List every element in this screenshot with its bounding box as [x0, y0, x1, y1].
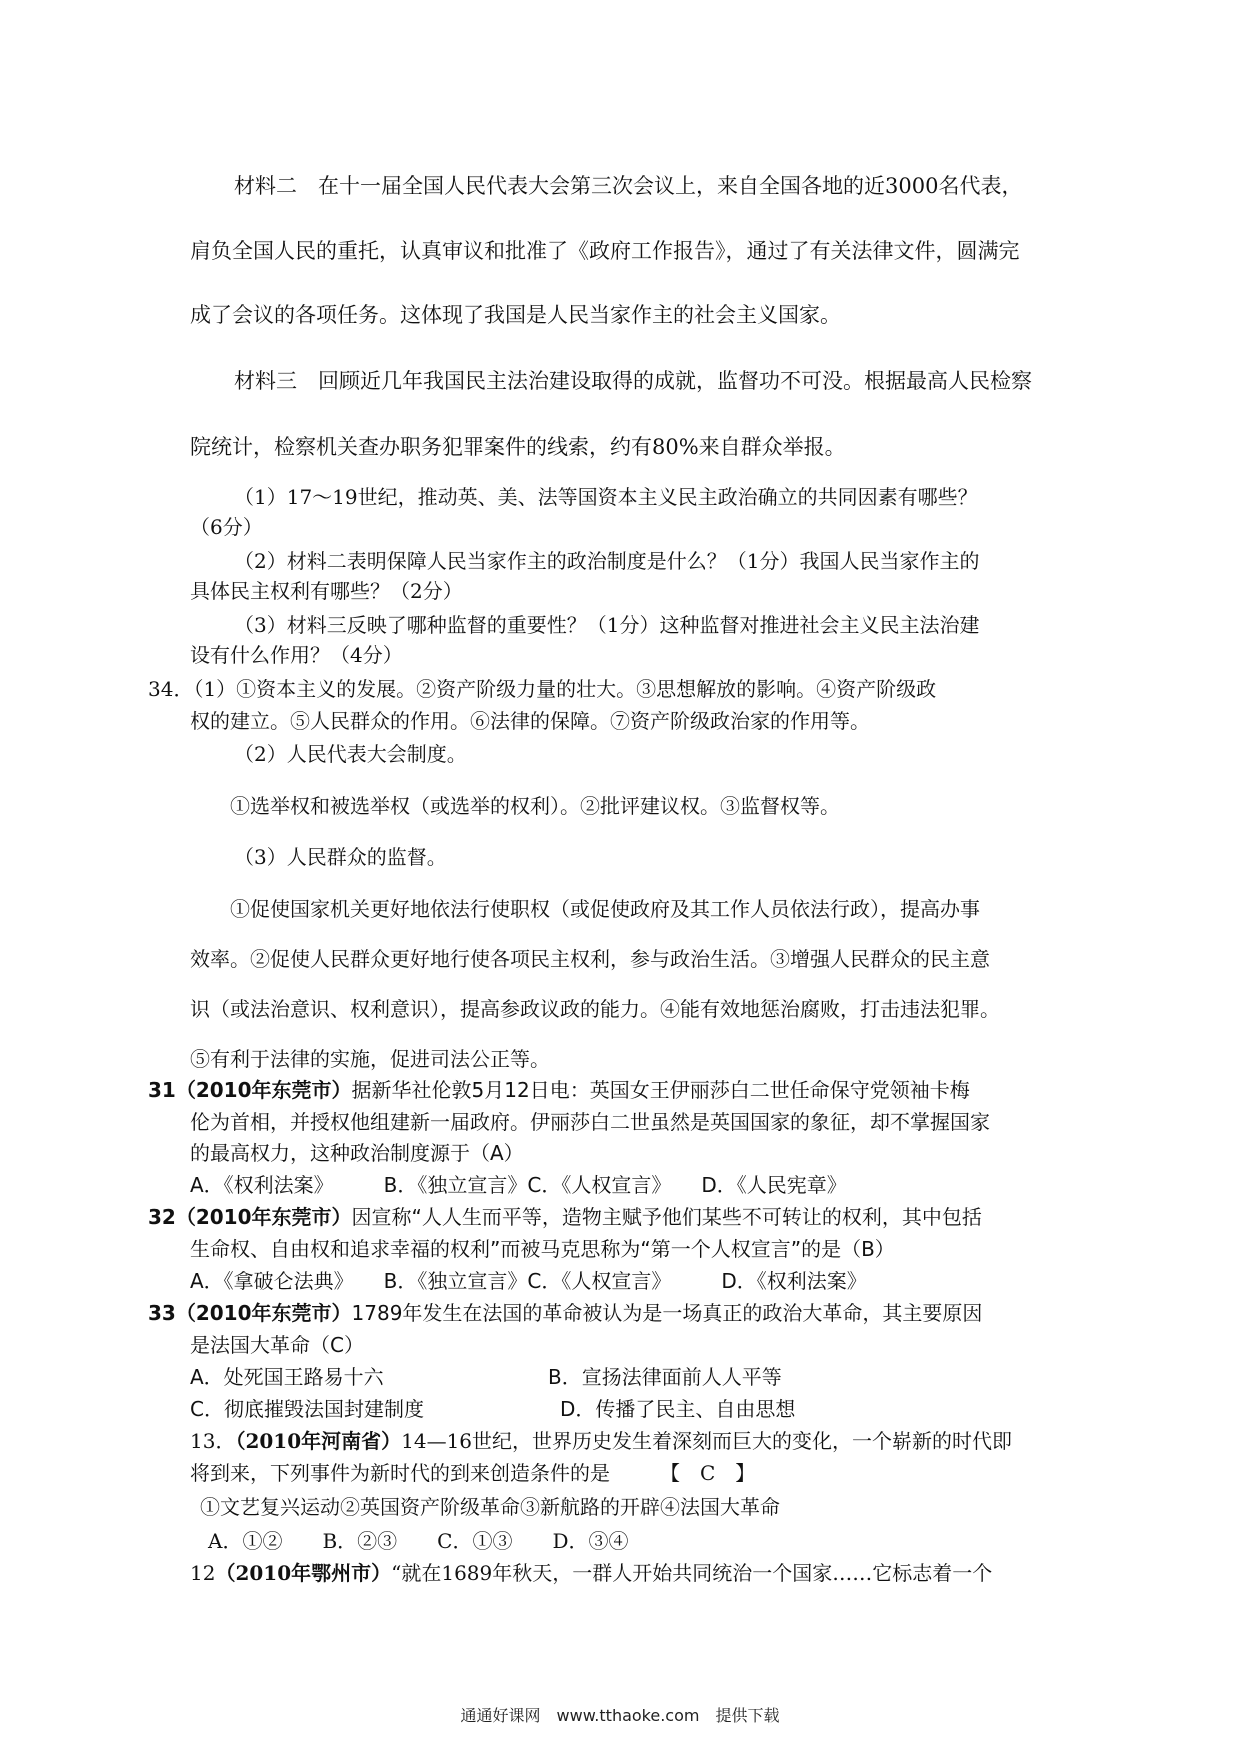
page-footer: 通通好课网 www.tthaoke.com 提供下载 [460, 1706, 780, 1725]
answer-34-line3: （2）人民代表大会制度。 [234, 742, 467, 766]
answer-34-line9: ⑤有利于法律的实施，促进司法公正等。 [190, 1047, 550, 1071]
question-3-line2: 设有什么作用？（4分） [190, 643, 403, 667]
question-13-options: A．①② B．②③ C．①③ D．③④ [208, 1529, 629, 1553]
question-31-line3: 的最高权力，这种政治制度源于（A） [190, 1141, 524, 1165]
question-31-line2: 伦为首相，并授权他组建新一届政府。伊丽莎白二世虽然是英国国家的象征，却不掌握国家 [190, 1110, 990, 1134]
question-3-line1: （3）材料三反映了哪种监督的重要性？（1分）这种监督对推进社会主义民主法治建 [234, 613, 980, 637]
answer-34-line1: 34．（1）①资本主义的发展。②资产阶级力量的壮大。③思想解放的影响。④资产阶级政 [148, 677, 937, 701]
question-33-option-d: D．传播了民主、自由思想 [560, 1397, 796, 1421]
question-33-number: 33 [148, 1301, 176, 1325]
question-32-source: （2010年东莞市） [175, 1205, 352, 1229]
answer-34-line4: ①选举权和被选举权（或选举的权利）。②批评建议权。③监督权等。 [230, 794, 840, 818]
answer-34-line6: ①促使国家机关更好地依法行使职权（或促使政府及其工作人员依法行政），提高办事 [230, 897, 980, 921]
question-13-line1 [190, 1428, 1012, 1454]
question-33-option-c: C．彻底摧毁法国封建制度 [190, 1397, 424, 1421]
question-32-line1 [148, 1204, 982, 1230]
question-33-option-a: A．处死国王路易十六 [190, 1365, 384, 1389]
question-31-source: （2010年东莞市） [175, 1078, 352, 1102]
answer-34-line5: （3）人民群众的监督。 [234, 845, 447, 869]
question-31-text: 据新华社伦敦5月12日电：英国女王伊丽莎白二世任命保守党领袖卡梅 [351, 1078, 970, 1102]
question-31-line1 [148, 1077, 970, 1103]
question-32-text: 因宣称“人人生而平等，造物主赋予他们某些不可转让的权利，其中包括 [351, 1205, 982, 1229]
question-13-number: 13． [190, 1429, 236, 1453]
material2-line2: 肩负全国人民的重托，认真审议和批准了《政府工作报告》，通过了有关法律文件，圆满完 [190, 239, 1020, 263]
material2-line1: 材料二 在十一届全国人民代表大会第三次会议上，来自全国各地的近3000名代表， [234, 174, 1023, 198]
answer-34-line7: 效率。②促使人民群众更好地行使各项民主权利，参与政治生活。③增强人民群众的民主意 [190, 947, 990, 971]
question-32-number: 32 [148, 1205, 176, 1229]
question-12-number: 12 [190, 1561, 216, 1585]
question-12-text: “就在1689年秋天，一群人开始共同统治一个国家……它标志着一个 [391, 1561, 993, 1585]
question-2-line2: 具体民主权利有哪些？（2分） [190, 579, 463, 603]
question-31-options: A．《权利法案》 B．《独立宣言》C．《人权宣言》 D．《人民宪章》 [190, 1173, 847, 1197]
answer-34-line2: 权的建立。⑤人民群众的作用。⑥法律的保障。⑦资产阶级政治家的作用等。 [190, 709, 870, 733]
question-33-line1 [148, 1300, 982, 1326]
question-13-events: ①文艺复兴运动②英国资产阶级革命③新航路的开辟④法国大革命 [200, 1495, 780, 1519]
answer-34-line8: 识（或法治意识、权利意识），提高参政议政的能力。④能有效地惩治腐败，打击违法犯罪。 [190, 997, 1000, 1021]
question-2-line1: （2）材料二表明保障人民当家作主的政治制度是什么？（1分）我国人民当家作主的 [234, 549, 980, 573]
question-13-source: （2010年河南省） [235, 1429, 402, 1453]
material3-line1: 材料三 回顾近几年我国民主法治建设取得的成就，监督功不可没。根据最高人民检察 [234, 369, 1032, 393]
question-33-line2: 是法国大革命（C） [190, 1333, 364, 1357]
material2-line3: 成了会议的各项任务。这体现了我国是人民当家作主的社会主义国家。 [190, 303, 841, 327]
question-33-source: （2010年东莞市） [175, 1301, 352, 1325]
question-12-source: （2010年鄂州市） [215, 1561, 392, 1585]
question-12-line1 [190, 1560, 992, 1586]
question-31-number: 31 [148, 1078, 176, 1102]
question-33-option-b: B．宣扬法律面前人人平等 [548, 1365, 782, 1389]
question-32-options: A．《拿破仑法典》 B．《独立宣言》C．《人权宣言》 D．《权利法案》 [190, 1269, 867, 1293]
material3-line2: 院统计，检察机关查办职务犯罪案件的线索，约有80%来自群众举报。 [190, 435, 846, 459]
question-13-text: 14—16世纪，世界历史发生着深刻而巨大的变化，一个崭新的时代即 [401, 1429, 1013, 1453]
question-1-line1: （1）17～19世纪，推动英、美、法等国资本主义民主政治确立的共同因素有哪些？ [234, 485, 978, 509]
question-32-line2: 生命权、自由权和追求幸福的权利”而被马克思称为“第一个人权宣言”的是（B） [190, 1237, 895, 1261]
question-1-line2: （6分） [190, 515, 263, 539]
question-33-text: 1789年发生在法国的革命被认为是一场真正的政治大革命，其主要原因 [351, 1301, 983, 1325]
question-13-line2: 将到来，下列事件为新时代的到来创造条件的是 【 C 】 [190, 1461, 756, 1485]
